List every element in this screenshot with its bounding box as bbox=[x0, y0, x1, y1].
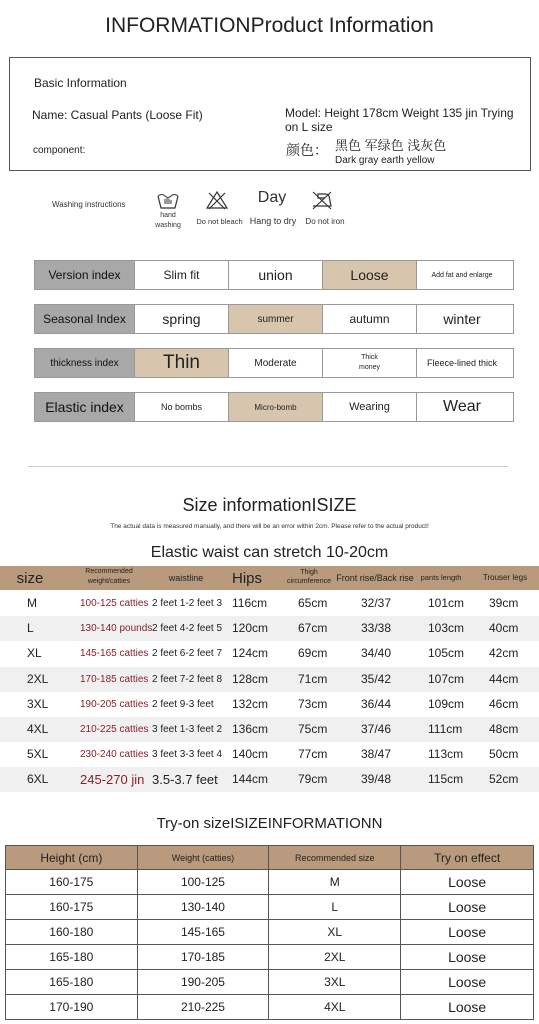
color-list: 黑色 军绿色 浅灰色 bbox=[335, 138, 447, 153]
table-row bbox=[6, 945, 534, 970]
table-cell: XL bbox=[27, 646, 42, 661]
table-cell: 36/44 bbox=[361, 696, 392, 711]
table-row bbox=[0, 641, 539, 666]
table-cell: 105cm bbox=[428, 646, 465, 661]
table-row bbox=[0, 591, 539, 616]
table-row bbox=[6, 920, 534, 945]
index-cell: Moderate bbox=[229, 349, 323, 377]
table-cell: L bbox=[269, 895, 401, 920]
table-cell: 160-180 bbox=[6, 920, 138, 945]
table-cell: 160-175 bbox=[6, 870, 138, 895]
table-cell: 52cm bbox=[489, 772, 519, 787]
table-cell: 40cm bbox=[489, 621, 519, 636]
basic-heading: Basic Information bbox=[34, 76, 127, 90]
table-cell: 140cm bbox=[232, 747, 269, 762]
index-cell-selected: Thin bbox=[135, 349, 229, 377]
table-row bbox=[6, 870, 534, 895]
table-cell: 124cm bbox=[232, 646, 269, 661]
hips-col-head: Hips bbox=[231, 570, 262, 587]
table-cell: 130-140 pounds bbox=[80, 623, 153, 635]
table-cell: Loose bbox=[401, 995, 534, 1020]
stretch-note: Elastic waist can stretch 10-20cm bbox=[150, 544, 389, 561]
table-row bbox=[0, 717, 539, 742]
table-cell: 132cm bbox=[232, 696, 269, 711]
table-cell: 39cm bbox=[489, 596, 519, 610]
table-cell: 120cm bbox=[232, 621, 269, 636]
table-cell: Loose bbox=[401, 895, 534, 920]
table-cell: 145-165 catties bbox=[80, 648, 149, 660]
table-cell: 38/47 bbox=[361, 747, 392, 762]
table-row bbox=[6, 995, 534, 1020]
table-cell: 165-180 bbox=[6, 970, 138, 995]
table-cell: 210-225 bbox=[137, 995, 269, 1020]
table-cell: 2 feet 6-2 feet 7 bbox=[152, 648, 223, 660]
weight-col-head: Recommended weight/catties bbox=[85, 568, 133, 585]
color-list-2: Dark gray earth yellow bbox=[335, 155, 435, 166]
no-iron-label: Do not iron bbox=[305, 217, 345, 226]
table-cell: M bbox=[27, 596, 37, 610]
table-cell: 32/37 bbox=[361, 596, 392, 610]
table-cell: 39/48 bbox=[361, 772, 392, 787]
table-cell: 50cm bbox=[489, 747, 519, 762]
table-cell: 116cm bbox=[232, 596, 268, 610]
washing-label: Washing instructions bbox=[52, 200, 126, 209]
table-cell: 101cm bbox=[428, 596, 465, 610]
table-cell: 5XL bbox=[27, 747, 49, 762]
page-title: INFORMATIONProduct Information bbox=[105, 14, 434, 37]
table-row bbox=[0, 692, 539, 717]
index-cell: Thick money bbox=[323, 349, 417, 377]
table-cell: 2XL bbox=[269, 945, 401, 970]
table-cell: 144cm bbox=[232, 772, 269, 787]
size-col-head: Recommended size bbox=[269, 846, 401, 870]
rise-col-head: Front rise/Back rise bbox=[336, 573, 414, 583]
weight-col-head: Weight (catties) bbox=[137, 846, 269, 870]
table-cell: 210-225 catties bbox=[80, 724, 149, 735]
table-cell: 190-205 catties bbox=[80, 698, 149, 710]
table-cell: 128cm bbox=[232, 671, 269, 686]
section-divider bbox=[28, 466, 508, 467]
table-cell: 44cm bbox=[489, 671, 519, 686]
index-cell: No bombs bbox=[135, 393, 229, 421]
index-cell: Slim fit bbox=[135, 261, 229, 289]
index-cell-selected: summer bbox=[229, 305, 323, 333]
table-cell: 4XL bbox=[27, 722, 49, 736]
table-cell: 111cm bbox=[428, 722, 463, 736]
hand-wash-label: hand washing bbox=[155, 212, 181, 229]
table-row bbox=[6, 895, 534, 920]
size-title: Size informationISIZE bbox=[182, 495, 357, 515]
table-cell: 33/38 bbox=[361, 621, 392, 636]
component-label: component: bbox=[33, 145, 86, 156]
table-cell: 107cm bbox=[428, 671, 465, 686]
hand-wash-icon bbox=[157, 190, 179, 210]
table-cell: 170-185 catties bbox=[80, 673, 149, 685]
table-row bbox=[0, 667, 539, 692]
table-cell: 65cm bbox=[298, 596, 328, 610]
table-cell: 100-125 bbox=[137, 870, 269, 895]
thigh-col-head: Thigh circumference bbox=[287, 569, 331, 585]
table-cell: 109cm bbox=[428, 696, 465, 711]
index-cell: winter bbox=[443, 311, 481, 327]
index-cell: spring bbox=[135, 305, 229, 333]
seasonal-index-row bbox=[34, 304, 514, 334]
index-cell: union bbox=[229, 261, 323, 289]
elastic-index-row bbox=[34, 392, 514, 422]
table-cell: 190-205 bbox=[137, 970, 269, 995]
table-cell: 75cm bbox=[298, 722, 328, 736]
table-cell: Loose bbox=[401, 870, 534, 895]
table-cell: 2 feet 1-2 feet 3 bbox=[152, 598, 223, 609]
table-cell: 73cm bbox=[298, 696, 328, 711]
no-bleach-icon bbox=[206, 190, 228, 210]
legs-col-head: Trouser legs bbox=[482, 573, 528, 582]
try-on-table bbox=[5, 845, 534, 1020]
no-bleach-label: Do not bleach bbox=[196, 217, 243, 226]
version-index-head: Version index bbox=[35, 261, 135, 289]
table-cell: 115cm bbox=[428, 772, 464, 787]
seasonal-index-head: Seasonal Index bbox=[35, 305, 135, 333]
index-cell: Wear bbox=[443, 398, 481, 415]
index-cell-selected: Loose bbox=[323, 261, 417, 289]
day-text: Day bbox=[257, 189, 287, 206]
table-cell: Loose bbox=[401, 920, 534, 945]
table-cell: 3XL bbox=[269, 970, 401, 995]
version-index-row bbox=[34, 260, 514, 290]
washing-section bbox=[0, 186, 539, 236]
measurement-note: The actual data is measured manually, and there will be an error within 2cm. Please refer to the actual product! bbox=[110, 523, 429, 530]
table-cell: 77cm bbox=[298, 747, 328, 762]
table-cell: Loose bbox=[401, 945, 534, 970]
table-cell: 3 feet 3-3 feet 4 bbox=[152, 749, 223, 761]
table-cell: 3XL bbox=[27, 696, 49, 711]
table-cell: XL bbox=[269, 920, 401, 945]
table-row bbox=[6, 970, 534, 995]
size-table-header bbox=[0, 566, 539, 590]
try-table-header bbox=[6, 846, 534, 870]
model-info: Model: Height 178cm Weight 135 jin Trying on L size bbox=[285, 106, 514, 134]
table-cell: 245-270 jin bbox=[80, 772, 145, 788]
table-cell: 42cm bbox=[489, 646, 519, 661]
table-cell: 69cm bbox=[298, 646, 328, 661]
thickness-index-head: thickness index bbox=[35, 349, 135, 377]
table-cell: 2XL bbox=[27, 671, 49, 686]
size-col-head: size bbox=[16, 570, 44, 587]
effect-col-head: Try on effect bbox=[401, 846, 534, 870]
table-cell: 37/46 bbox=[361, 722, 392, 736]
table-cell: 48cm bbox=[489, 722, 519, 736]
table-cell: 6XL bbox=[27, 772, 49, 787]
table-cell: 67cm bbox=[298, 621, 328, 636]
table-row bbox=[0, 742, 539, 767]
table-cell: 3 feet 1-3 feet 2 bbox=[152, 724, 223, 735]
index-cell: Fleece-lined thick bbox=[426, 358, 498, 368]
table-cell: 3.5-3.7 feet bbox=[152, 772, 218, 788]
color-label: 颜色： bbox=[286, 142, 328, 158]
table-cell: 34/40 bbox=[361, 646, 392, 661]
table-cell: 170-185 bbox=[137, 945, 269, 970]
waist-col-head: waistline bbox=[168, 573, 204, 583]
table-cell: 230-240 catties bbox=[80, 749, 149, 761]
basic-info-box bbox=[9, 57, 531, 171]
table-cell: Loose bbox=[401, 970, 534, 995]
table-row bbox=[0, 616, 539, 641]
thickness-index-row bbox=[34, 348, 514, 378]
table-cell: M bbox=[269, 870, 401, 895]
product-name: Name: Casual Pants (Loose Fit) bbox=[32, 108, 203, 122]
table-cell: 170-190 bbox=[6, 995, 138, 1020]
hang-dry-label: Hang to dry bbox=[249, 216, 297, 226]
index-cell: Wearing bbox=[323, 393, 417, 421]
table-cell: 145-165 bbox=[137, 920, 269, 945]
table-cell: 2 feet 9-3 feet bbox=[152, 698, 214, 710]
elastic-index-head: Elastic index bbox=[35, 393, 135, 421]
table-cell: 71cm bbox=[298, 671, 328, 686]
table-cell: 130-140 bbox=[137, 895, 269, 920]
table-cell: 136cm bbox=[232, 722, 269, 736]
table-cell: 2 feet 7-2 feet 8 bbox=[152, 673, 223, 685]
table-cell: 4XL bbox=[269, 995, 401, 1020]
table-cell: 160-175 bbox=[6, 895, 138, 920]
table-cell: 79cm bbox=[298, 772, 328, 787]
index-cell: Add fat and enlarge bbox=[431, 271, 493, 279]
table-cell: L bbox=[27, 621, 34, 636]
height-col-head: Height (cm) bbox=[6, 846, 138, 870]
index-cell: autumn bbox=[323, 305, 417, 333]
no-iron-icon bbox=[311, 190, 333, 210]
index-cell-selected: Micro-bomb bbox=[229, 393, 323, 421]
table-cell: 100-125 catties bbox=[80, 598, 149, 609]
table-cell: 2 feet 4-2 feet 5 bbox=[152, 623, 223, 635]
try-title: Try-on sizeISIZEINFORMATIONN bbox=[156, 815, 383, 832]
length-col-head: pants length bbox=[420, 573, 462, 582]
table-row bbox=[0, 767, 539, 792]
table-cell: 46cm bbox=[489, 696, 519, 711]
table-cell: 103cm bbox=[428, 621, 465, 636]
table-cell: 35/42 bbox=[361, 671, 392, 686]
table-cell: 165-180 bbox=[6, 945, 138, 970]
table-cell: 113cm bbox=[428, 747, 464, 762]
